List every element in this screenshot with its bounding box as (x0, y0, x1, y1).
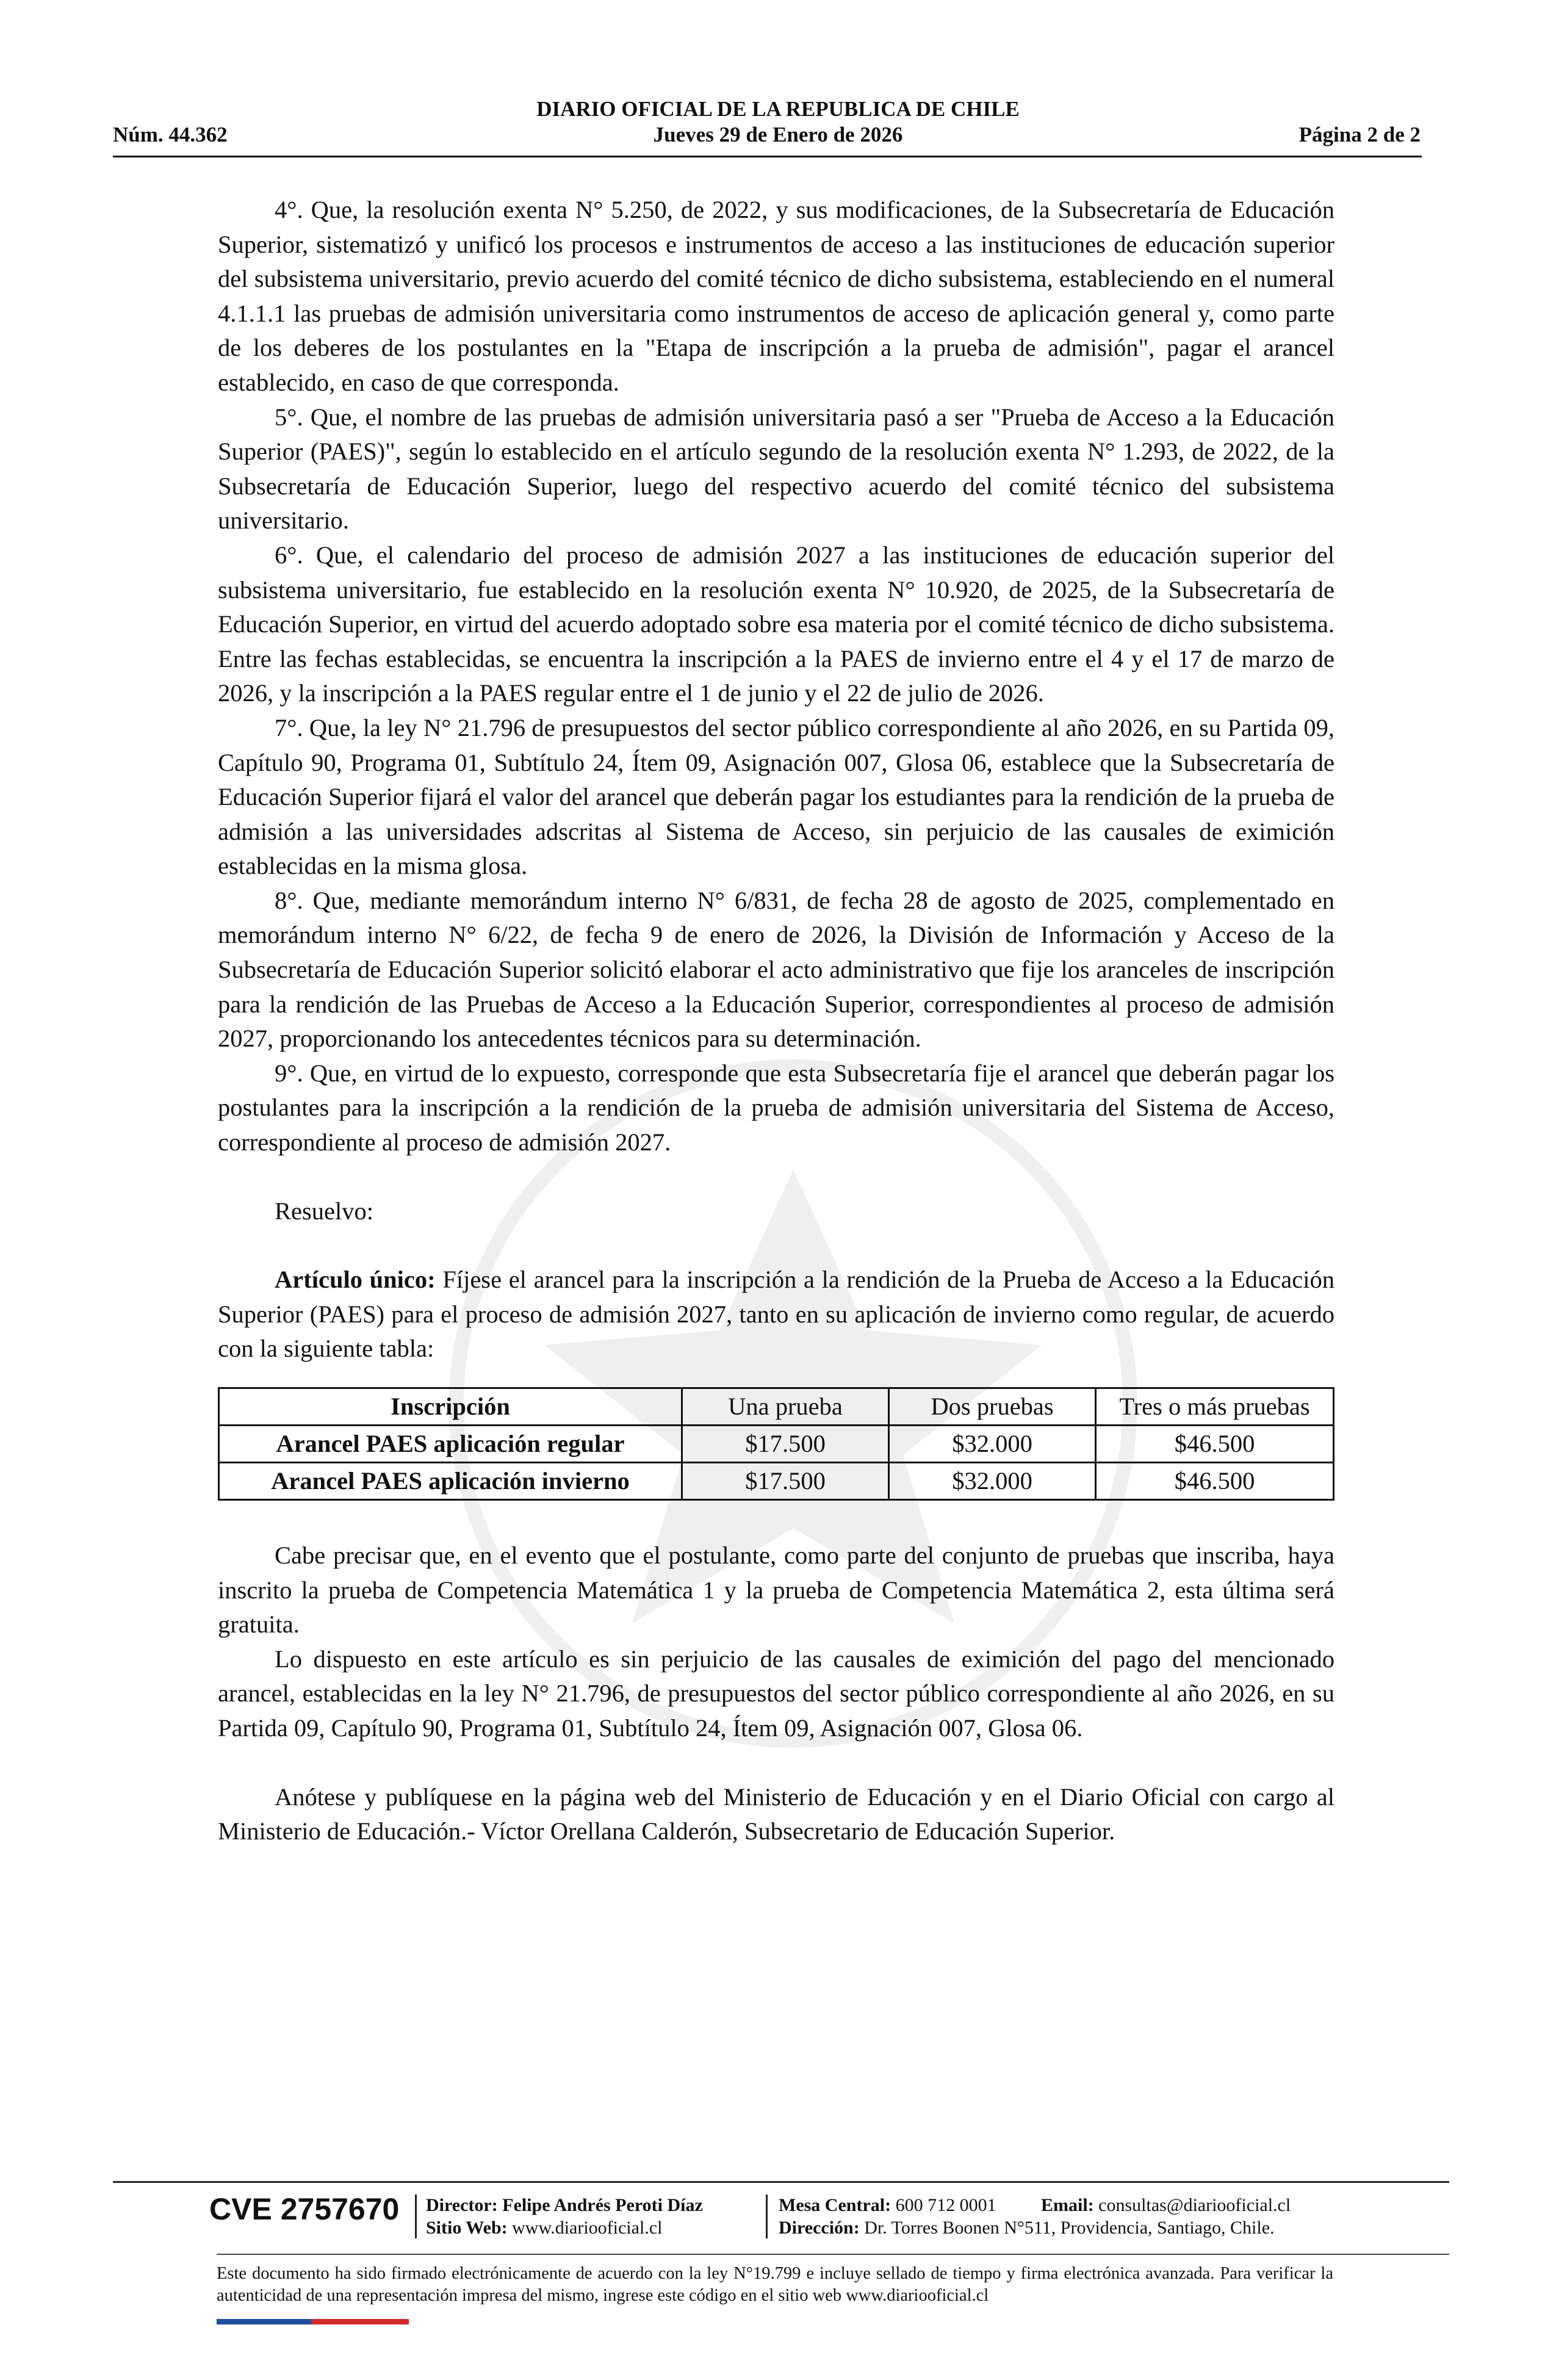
paragraph-9: 9°. Que, en virtud de lo expuesto, corresponde que esta Subsecretaría fije el arancel que deberán pagar los postulantes para la inscripción a la rendición de la prueba de admisión universitaria del Sistema de Acceso, correspondiente al proceso de admisión 2027. (218, 1059, 1334, 1156)
website-link[interactable]: www.diariooficial.cl (512, 2218, 663, 2238)
flag-stripe-red (311, 2319, 409, 2324)
website-label: Sitio Web: (426, 2218, 508, 2238)
newspaper-title: DIARIO OFICIAL DE LA REPUBLICA DE CHILE (536, 97, 1020, 121)
address-label: Dirección: (779, 2218, 860, 2238)
footer-separator (415, 2194, 417, 2238)
flag-stripe-blue (217, 2319, 311, 2324)
table-cell: $17.500 (682, 1426, 889, 1463)
table-cell: $46.500 (1096, 1426, 1334, 1463)
footer-verification-note: Este documento ha sido firmado electrónicamente de acuerdo con la ley N°19.799 e incluye sellado de tiempo y firma electrónica avanzada. Para verificar la autenticidad de una representación impresa del mismo, ingrese este código en el sitio web www.diariooficial.cl (217, 2264, 1333, 2305)
table-header-cell: Dos pruebas (889, 1388, 1096, 1426)
table-header-cell: Una prueba (682, 1388, 889, 1426)
footer-separator (766, 2194, 768, 2238)
table-cell: Arancel PAES aplicación invierno (219, 1463, 682, 1500)
fees-table (218, 1387, 1334, 1501)
table-header-cell: Tres o más pruebas (1096, 1388, 1334, 1426)
paragraph-5: 5°. Que, el nombre de las pruebas de admisión universitaria pasó a ser "Prueba de Acceso a la Educación Superior (PAES)", según lo establecido en el artículo segundo de la resolución exenta N° 1.293, de 2022, de la Subsecretaría de Educación Superior, luego del respectivo acuerdo del comité técnico del subsistema universitario. (218, 403, 1334, 535)
paragraph-8: 8°. Que, mediante memorándum interno N° 6/831, de fecha 28 de agosto de 2025, complementado en memorándum interno N° 6/22, de fecha 9 de enero de 2026, la División de Información y Acceso de la Subsecretaría de Educación Superior solicitó elaborar el acto administrativo que fije los aranceles de inscripción para la rendición de las Pruebas de Acceso a la Educación Superior, correspondientes al proceso de admisión 2027, proporcionando los antecedentes técnicos para su determinación. (218, 886, 1334, 1053)
email-label: Email: (1041, 2195, 1094, 2215)
mesa-label: Mesa Central: (779, 2195, 891, 2215)
table-header-row (219, 1388, 1334, 1426)
articulo-text: Fíjese el arancel para la inscripción a la rendición de la Prueba de Acceso a la Educación Superior (PAES) para el proceso de admisión 2027, tanto en su aplicación de invierno como regular, de acuerdo con la siguiente tabla: (218, 1266, 1334, 1363)
document-body (218, 193, 1334, 1849)
director-name: Felipe Andrés Peroti Díaz (502, 2195, 703, 2215)
articulo-unico (218, 1263, 1334, 1366)
director-label: Director: (426, 2195, 498, 2215)
paragraph-6: 6°. Que, el calendario del proceso de admisión 2027 a las instituciones de educación superior del subsistema universitario, fue establecido en la resolución exenta N° 10.920, de 2025, de la Subsecretaría de Educación Superior, en virtud del acuerdo adoptado sobre esa materia por el comité técnico de dicho subsistema. Entre las fechas establecidas, se encuentra la inscripción a la PAES de invierno entre el 4 y el 17 de marzo de 2026, y la inscripción a la PAES regular entre el 1 de junio y el 22 de julio de 2026. (218, 541, 1334, 707)
paragraph-lo-dispuesto: Lo dispuesto en este artículo es sin perjuicio de las causales de eximición del pago del mencionado arancel, establecidas en la ley N° 21.796, de presupuestos del sector público correspondiente al año 2026, en su Partida 09, Capítulo 90, Programa 01, Subtítulo 24, Ítem 09, Asignación 007, Glosa 06. (218, 1645, 1334, 1742)
email-link[interactable]: consultas@diariooficial.cl (1098, 2195, 1291, 2215)
footer-website (426, 2216, 662, 2239)
address-value: Dr. Torres Boonen N°511, Providencia, Santiago, Chile. (864, 2218, 1275, 2238)
table-cell: Arancel PAES aplicación regular (219, 1426, 682, 1463)
paragraph-anotese: Anótese y publíquese en la página web del Ministerio de Educación y en el Diario Oficial con cargo al Ministerio de Educación.- Víctor Orellana Calderón, Subsecretario de Educación Superior. (218, 1783, 1334, 1845)
paragraph-7: 7°. Que, la ley N° 21.796 de presupuestos del sector público correspondiente al año 2026, en su Partida 09, Capítulo 90, Programa 01, Subtítulo 24, Ítem 09, Asignación 007, Glosa 06, establece que la Subsecretaría de Educación Superior fijará el valor del arancel que deberán pagar los estudiantes para la rendición de la prueba de admisión a las universidades adscritas al Sistema de Acceso, sin perjuicio de las causales de eximición establecidas en la misma glosa. (218, 713, 1334, 880)
mesa-phone: 600 712 0001 (895, 2195, 996, 2215)
footer-address (779, 2216, 1275, 2239)
footer-director (426, 2194, 703, 2216)
paragraph-cabe: Cabe precisar que, en el evento que el postulante, como parte del conjunto de pruebas que inscriba, haya inscrito la prueba de Competencia Matemática 1 y la prueba de Competencia Matemática 2, esta última será gratuita. (218, 1542, 1334, 1639)
articulo-label: Artículo único: (275, 1266, 436, 1294)
resuelvo-heading: Resuelvo: (275, 1197, 373, 1225)
table-cell: $32.000 (889, 1426, 1096, 1463)
paragraph-4: 4°. Que, la resolución exenta N° 5.250, de 2022, y sus modificaciones, de la Subsecretaría de Educación Superior, sistematizó y unificó los procesos e instrumentos de acceso a las instituciones de educación superior del subsistema universitario, previo acuerdo del comité técnico de dicho subsistema, estableciendo en el numeral 4.1.1.1 las pruebas de admisión universitaria como instrumentos de acceso de aplicación general y, como parte de los deberes de los postulantes en la "Etapa de inscripción a la prueba de admisión", pagar el arancel establecido, en caso de que corresponda. (218, 196, 1334, 396)
issue-date: Jueves 29 de Enero de 2026 (653, 123, 903, 146)
footer-mesa-central (779, 2194, 996, 2216)
table-header-cell: Inscripción (219, 1388, 682, 1426)
cve-code: CVE 2757670 (209, 2192, 400, 2226)
page-indicator: Página 2 de 2 (1298, 123, 1421, 146)
header-divider (113, 156, 1422, 157)
footer-divider (113, 2181, 1449, 2183)
issue-number: Núm. 44.362 (113, 123, 228, 146)
table-cell: $32.000 (889, 1463, 1096, 1500)
footer-email (1041, 2194, 1291, 2216)
table-row (219, 1463, 1334, 1500)
table-cell: $46.500 (1096, 1463, 1334, 1500)
table-row (219, 1426, 1334, 1463)
footer-divider (217, 2254, 1449, 2255)
table-cell: $17.500 (682, 1463, 889, 1500)
